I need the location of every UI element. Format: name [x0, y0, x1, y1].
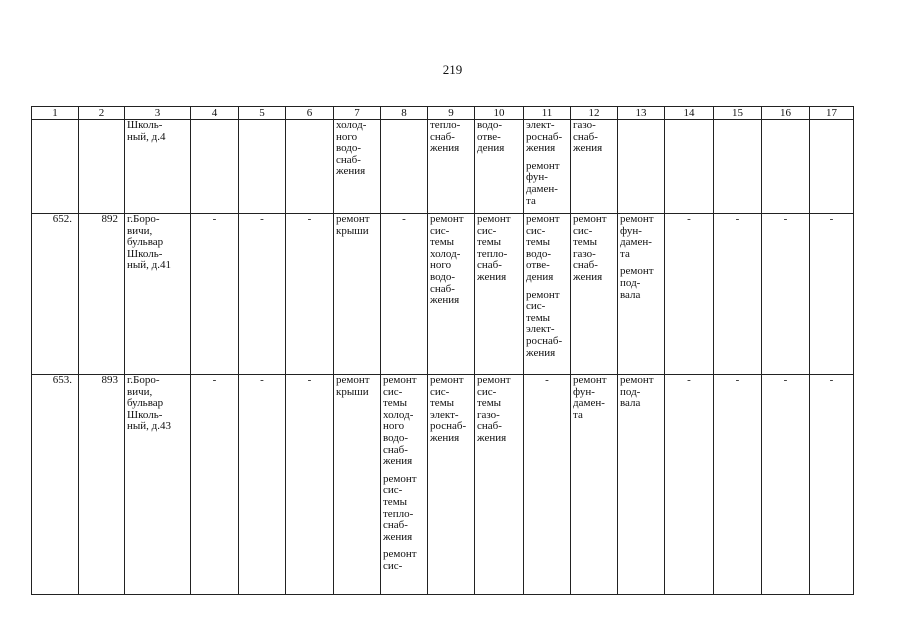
table-cell — [239, 214, 286, 375]
cell-text: - — [735, 374, 740, 386]
table-cell — [125, 214, 191, 375]
cell-text: - — [783, 374, 788, 386]
cell-text: - — [307, 213, 312, 225]
cell-text: ремонт фун- дамен- та — [573, 374, 607, 421]
cell-text: ремонт сис- темы холод- ного водо- снаб- жения — [430, 213, 464, 307]
table-cell — [286, 375, 334, 595]
cell-text: 893 — [101, 374, 118, 386]
table-cell — [286, 120, 334, 214]
cell-text: тепло- снаб- жения — [430, 119, 461, 155]
header-cell: 9 — [428, 107, 475, 120]
cell-text: - — [829, 374, 834, 386]
cell-text: ремонт под- вала — [620, 374, 654, 410]
table-cell — [428, 375, 475, 595]
cell-text: ремонт сис- темы тепло- снаб- жения — [477, 213, 511, 283]
table-cell — [618, 214, 665, 375]
cell-text: 653. — [52, 374, 72, 386]
table-cell — [810, 375, 854, 595]
table-cell — [524, 214, 571, 375]
table-cell — [475, 375, 524, 595]
table-cell — [665, 375, 714, 595]
table-row — [32, 375, 854, 595]
table-cell — [334, 120, 381, 214]
table-cell — [665, 214, 714, 375]
table-cell — [428, 214, 475, 375]
cell-text: элект- роснаб- жения — [526, 119, 563, 155]
page-number: 219 — [442, 62, 463, 77]
table-row — [32, 214, 854, 375]
table-cell — [381, 375, 428, 595]
table-cell — [32, 120, 79, 214]
table-cell — [524, 120, 571, 214]
cell-text: ремонт сис- темы элект- роснаб- жения — [526, 288, 563, 359]
header-cell: 8 — [381, 107, 428, 120]
table-cell — [665, 120, 714, 214]
header-cell: 1 — [32, 107, 79, 120]
table-cell — [191, 214, 239, 375]
header-cell: 4 — [191, 107, 239, 120]
table-cell — [79, 214, 125, 375]
header-cell: 15 — [714, 107, 762, 120]
cell-text: ремонт сис- темы газо- снаб- жения — [477, 374, 511, 444]
table-cell — [428, 120, 475, 214]
cell-text: 652. — [52, 213, 72, 225]
table-cell — [381, 214, 428, 375]
cell-text: - — [687, 213, 691, 225]
header-cell: 16 — [762, 107, 810, 120]
header-cell: 13 — [618, 107, 665, 120]
table-cell — [125, 375, 191, 595]
table-body — [32, 107, 854, 595]
header-cell: 5 — [239, 107, 286, 120]
cell-text: - — [402, 213, 406, 225]
cell-text: - — [212, 374, 217, 386]
cell-text: - — [687, 374, 691, 386]
cell-text: ремонт сис- — [383, 548, 417, 572]
table-cell — [714, 120, 762, 214]
cell-text: ремонт фун- дамен- та — [526, 159, 560, 207]
header-cell: 2 — [79, 107, 125, 120]
cell-text: - — [829, 213, 834, 225]
table-cell — [571, 375, 618, 595]
table-cell — [762, 214, 810, 375]
cell-text: ремонт сис- темы элект- роснаб- жения — [430, 374, 467, 444]
table-cell — [571, 120, 618, 214]
header-cell: 17 — [810, 107, 854, 120]
table-cell — [618, 375, 665, 595]
header-cell: 10 — [475, 107, 524, 120]
cell-text: 892 — [101, 213, 118, 225]
table-cell — [334, 375, 381, 595]
table-cell — [810, 120, 854, 214]
table-cell — [79, 375, 125, 595]
table-row — [32, 120, 854, 214]
table-cell — [191, 120, 239, 214]
table-cell — [32, 214, 79, 375]
cell-text: г.Боро- вичи, бульвар Школь- ный, д.43 — [127, 374, 172, 433]
table-cell — [239, 120, 286, 214]
cell-text: Школь- ный, д.4 — [127, 119, 166, 143]
header-cell: 14 — [665, 107, 714, 120]
cell-text: - — [735, 213, 740, 225]
cell-text: холод- ного водо- снаб- жения — [336, 119, 367, 178]
cell-text: ремонт сис- темы тепло- снаб- жения — [383, 472, 417, 543]
cell-text: - — [212, 213, 217, 225]
table-cell — [239, 375, 286, 595]
cell-text: - — [307, 374, 312, 386]
cell-text: ремонт сис- темы газо- снаб- жения — [573, 213, 607, 283]
cell-text: газо- снаб- жения — [573, 119, 603, 155]
table-cell — [32, 375, 79, 595]
table-cell — [475, 214, 524, 375]
table-cell — [286, 214, 334, 375]
table-cell — [810, 214, 854, 375]
table-cell — [762, 120, 810, 214]
cell-text: - — [260, 374, 264, 386]
cell-text: - — [545, 374, 549, 386]
header-row — [32, 107, 854, 120]
table-cell — [618, 120, 665, 214]
table-cell — [714, 375, 762, 595]
header-cell: 3 — [125, 107, 191, 120]
table-cell — [334, 214, 381, 375]
table-cell — [524, 375, 571, 595]
cell-text: ремонт фун- дамен- та — [620, 213, 654, 260]
cell-text: г.Боро- вичи, бульвар Школь- ный, д.41 — [127, 213, 172, 272]
table-cell — [571, 214, 618, 375]
cell-text: ремонт сис- темы водо- отве- дения — [526, 213, 560, 283]
header-cell: 11 — [524, 107, 571, 120]
cell-text: - — [783, 213, 788, 225]
cell-text: ремонт сис- темы холод- ного водо- снаб- жения — [383, 374, 417, 468]
cell-text: ремонт крыши — [336, 374, 370, 398]
cell-text: ремонт под- вала — [620, 265, 654, 301]
cell-text: ремонт крыши — [336, 213, 370, 237]
header-cell: 6 — [286, 107, 334, 120]
header-cell: 12 — [571, 107, 618, 120]
header-cell: 7 — [334, 107, 381, 120]
table-cell — [762, 375, 810, 595]
table-cell — [714, 214, 762, 375]
cell-text: водо- отве- дения — [477, 119, 505, 155]
table-cell — [475, 120, 524, 214]
cell-text: - — [260, 213, 264, 225]
table-cell — [125, 120, 191, 214]
table-cell — [191, 375, 239, 595]
register-table — [31, 106, 854, 595]
table-cell — [79, 120, 125, 214]
table-cell — [381, 120, 428, 214]
